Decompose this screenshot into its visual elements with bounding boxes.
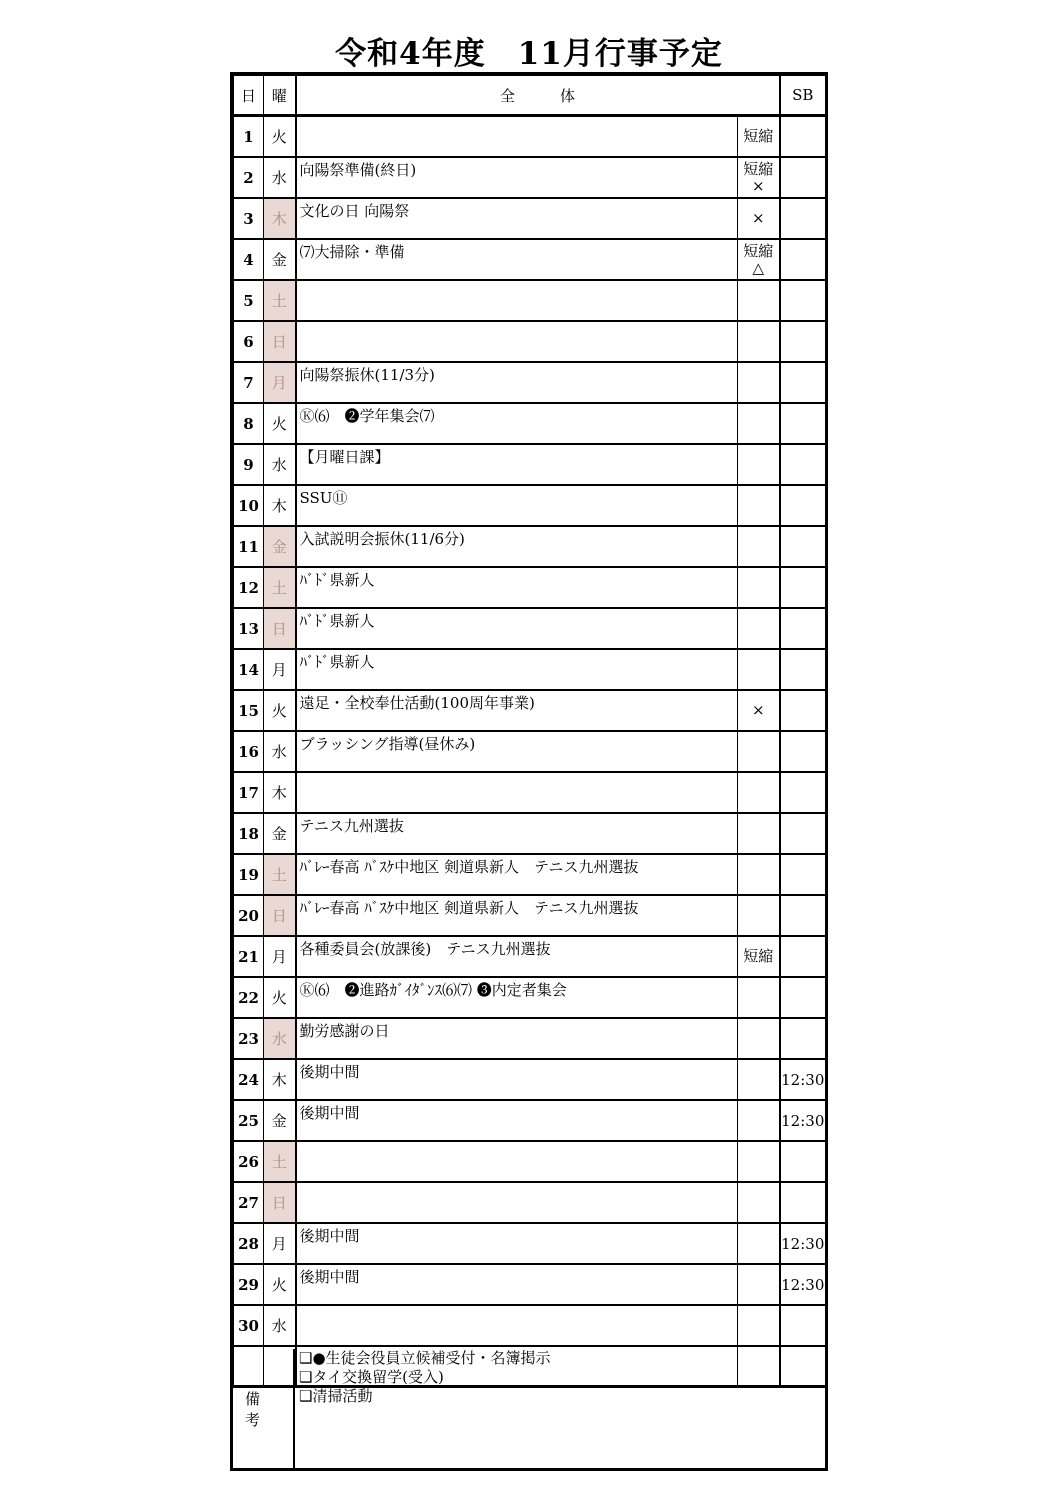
event-cell bbox=[296, 1182, 738, 1223]
weekday-cell: 月 bbox=[264, 649, 296, 690]
day-cell: 21 bbox=[234, 936, 264, 977]
weekday-cell: 月 bbox=[264, 362, 296, 403]
weekday-cell: 金 bbox=[264, 239, 296, 280]
shortened-cell bbox=[738, 649, 780, 690]
day-cell: 5 bbox=[234, 280, 264, 321]
day-cell: 27 bbox=[234, 1182, 264, 1223]
shortened-cell bbox=[738, 280, 780, 321]
weekday-cell: 火 bbox=[264, 690, 296, 731]
weekday-cell: 土 bbox=[264, 1141, 296, 1182]
day-cell: 9 bbox=[234, 444, 264, 485]
table-row bbox=[234, 157, 826, 198]
shortened-cell bbox=[738, 813, 780, 854]
event-cell: 後期中間 bbox=[296, 1223, 738, 1264]
event-cell: 遠足・全校奉仕活動(100周年事業) bbox=[296, 690, 738, 731]
table-row bbox=[234, 895, 826, 936]
schedule-table bbox=[233, 75, 826, 1388]
day-cell: 17 bbox=[234, 772, 264, 813]
weekday-cell: 土 bbox=[264, 280, 296, 321]
note-item: ❑●生徒会役員立候補受付・名簿掲示 bbox=[299, 1349, 551, 1367]
notes-list bbox=[299, 1349, 551, 1406]
weekday-cell: 金 bbox=[264, 813, 296, 854]
page-title: 令和4年度 11月行事予定 bbox=[335, 36, 723, 72]
table-row bbox=[234, 198, 826, 239]
weekday-cell: 金 bbox=[264, 1100, 296, 1141]
table-row bbox=[234, 1100, 826, 1141]
sb-cell bbox=[780, 526, 826, 567]
event-cell: Ⓚ⑹ ❷進路ｶﾞｲﾀﾞﾝｽ⑹⑺ ❸内定者集会 bbox=[296, 977, 738, 1018]
sb-cell: 12:30 bbox=[780, 1264, 826, 1305]
weekday-cell: 日 bbox=[264, 321, 296, 362]
event-cell: 後期中間 bbox=[296, 1100, 738, 1141]
sb-cell bbox=[780, 1182, 826, 1223]
sb-cell bbox=[780, 485, 826, 526]
shortened-cell bbox=[738, 567, 780, 608]
table-row bbox=[234, 1141, 826, 1182]
weekday-cell: 火 bbox=[264, 403, 296, 444]
sb-cell bbox=[780, 731, 826, 772]
header-all: 全 体 bbox=[296, 76, 780, 116]
day-cell: 13 bbox=[234, 608, 264, 649]
event-cell: 向陽祭準備(終日) bbox=[296, 157, 738, 198]
event-cell: 向陽祭振休(11/3分) bbox=[296, 362, 738, 403]
table-row bbox=[234, 1305, 826, 1346]
weekday-cell: 水 bbox=[264, 1018, 296, 1059]
weekday-cell: 日 bbox=[264, 1182, 296, 1223]
sb-cell bbox=[780, 280, 826, 321]
weekday-cell: 日 bbox=[264, 895, 296, 936]
schedule-sheet bbox=[230, 72, 828, 1471]
event-cell: ⑺大掃除・準備 bbox=[296, 239, 738, 280]
day-cell: 30 bbox=[234, 1305, 264, 1346]
event-cell: 各種委員会(放課後) テニス九州選抜 bbox=[296, 936, 738, 977]
weekday-cell: 火 bbox=[264, 977, 296, 1018]
header-weekday: 曜 bbox=[264, 76, 296, 116]
sb-cell: 12:30 bbox=[780, 1223, 826, 1264]
shortened-cell bbox=[738, 403, 780, 444]
weekday-cell: 水 bbox=[264, 1305, 296, 1346]
sb-cell bbox=[780, 813, 826, 854]
note-item: ❑清掃活動 bbox=[299, 1387, 373, 1405]
sb-cell bbox=[780, 403, 826, 444]
day-cell: 26 bbox=[234, 1141, 264, 1182]
table-row bbox=[234, 813, 826, 854]
day-cell: 3 bbox=[234, 198, 264, 239]
table-row bbox=[234, 116, 826, 158]
table-row bbox=[234, 1018, 826, 1059]
sb-cell bbox=[780, 1305, 826, 1346]
shortened-cell bbox=[738, 772, 780, 813]
day-cell: 10 bbox=[234, 485, 264, 526]
day-cell: 16 bbox=[234, 731, 264, 772]
shortened-cell: 短縮 bbox=[738, 936, 780, 977]
event-cell: 入試説明会振休(11/6分) bbox=[296, 526, 738, 567]
shortened-cell: 短縮 △ bbox=[738, 239, 780, 280]
event-cell bbox=[296, 1305, 738, 1346]
day-cell: 12 bbox=[234, 567, 264, 608]
event-cell: ﾊﾞﾄﾞ県新人 bbox=[296, 608, 738, 649]
sb-cell bbox=[780, 321, 826, 362]
table-row bbox=[234, 485, 826, 526]
table-header bbox=[234, 76, 826, 116]
shortened-cell bbox=[738, 608, 780, 649]
sb-cell bbox=[780, 1018, 826, 1059]
event-cell bbox=[296, 772, 738, 813]
table-row bbox=[234, 239, 826, 280]
table-row bbox=[234, 1059, 826, 1100]
event-cell bbox=[296, 116, 738, 158]
weekday-cell: 金 bbox=[264, 526, 296, 567]
header-day: 日 bbox=[234, 76, 264, 116]
event-cell: ブラッシング指導(昼休み) bbox=[296, 731, 738, 772]
sb-cell bbox=[780, 157, 826, 198]
shortened-cell bbox=[738, 977, 780, 1018]
table-row bbox=[234, 936, 826, 977]
table-row bbox=[234, 444, 826, 485]
shortened-cell: 短縮 × bbox=[738, 157, 780, 198]
sb-cell bbox=[780, 936, 826, 977]
shortened-cell: × bbox=[738, 690, 780, 731]
event-cell: ﾊﾞﾄﾞ県新人 bbox=[296, 649, 738, 690]
day-cell: 22 bbox=[234, 977, 264, 1018]
shortened-cell bbox=[738, 362, 780, 403]
event-cell: ﾊﾞﾚｰ春高 ﾊﾞｽｹ中地区 剣道県新人 テニス九州選抜 bbox=[296, 854, 738, 895]
shortened-cell bbox=[738, 485, 780, 526]
shortened-cell bbox=[738, 854, 780, 895]
day-cell: 25 bbox=[234, 1100, 264, 1141]
shortened-cell bbox=[738, 444, 780, 485]
weekday-cell: 土 bbox=[264, 854, 296, 895]
sb-cell bbox=[780, 649, 826, 690]
header-sb: SB bbox=[780, 76, 826, 116]
sb-cell bbox=[780, 895, 826, 936]
table-row bbox=[234, 362, 826, 403]
event-cell bbox=[296, 321, 738, 362]
shortened-cell bbox=[738, 321, 780, 362]
shortened-cell bbox=[738, 1059, 780, 1100]
event-cell bbox=[296, 280, 738, 321]
note-item: ❑タイ交換留学(受入) bbox=[299, 1368, 444, 1386]
day-cell: 20 bbox=[234, 895, 264, 936]
shortened-cell: 短縮 bbox=[738, 116, 780, 158]
notes-section bbox=[233, 1349, 825, 1468]
day-cell: 15 bbox=[234, 690, 264, 731]
day-cell: 8 bbox=[234, 403, 264, 444]
notes-label: 備考 bbox=[233, 1349, 295, 1468]
weekday-cell: 月 bbox=[264, 936, 296, 977]
sb-cell bbox=[780, 198, 826, 239]
weekday-cell: 水 bbox=[264, 157, 296, 198]
day-cell: 29 bbox=[234, 1264, 264, 1305]
day-cell: 23 bbox=[234, 1018, 264, 1059]
table-row bbox=[234, 1182, 826, 1223]
weekday-cell: 土 bbox=[264, 567, 296, 608]
shortened-cell bbox=[738, 1264, 780, 1305]
table-row bbox=[234, 526, 826, 567]
event-cell: 【月曜日課】 bbox=[296, 444, 738, 485]
event-cell: テニス九州選抜 bbox=[296, 813, 738, 854]
shortened-cell bbox=[738, 526, 780, 567]
shortened-cell bbox=[738, 1223, 780, 1264]
table-row bbox=[234, 280, 826, 321]
weekday-cell: 日 bbox=[264, 608, 296, 649]
table-row bbox=[234, 403, 826, 444]
table-row bbox=[234, 977, 826, 1018]
table-row bbox=[234, 321, 826, 362]
day-cell: 1 bbox=[234, 116, 264, 158]
weekday-cell: 火 bbox=[264, 1264, 296, 1305]
shortened-cell bbox=[738, 895, 780, 936]
event-cell: 後期中間 bbox=[296, 1264, 738, 1305]
sb-cell bbox=[780, 608, 826, 649]
sb-cell bbox=[780, 239, 826, 280]
event-cell: ﾊﾞﾄﾞ県新人 bbox=[296, 567, 738, 608]
sb-cell bbox=[780, 444, 826, 485]
shortened-cell bbox=[738, 1018, 780, 1059]
sb-cell bbox=[780, 690, 826, 731]
weekday-cell: 木 bbox=[264, 772, 296, 813]
sb-cell: 12:30 bbox=[780, 1100, 826, 1141]
day-cell: 2 bbox=[234, 157, 264, 198]
table-row bbox=[234, 772, 826, 813]
sb-cell: 12:30 bbox=[780, 1059, 826, 1100]
event-cell: ﾊﾞﾚｰ春高 ﾊﾞｽｹ中地区 剣道県新人 テニス九州選抜 bbox=[296, 895, 738, 936]
table-row bbox=[234, 1223, 826, 1264]
table-row bbox=[234, 1264, 826, 1305]
table-row bbox=[234, 854, 826, 895]
weekday-cell: 月 bbox=[264, 1223, 296, 1264]
table-row bbox=[234, 690, 826, 731]
table-row bbox=[234, 608, 826, 649]
event-cell: Ⓚ⑹ ❷学年集会⑺ bbox=[296, 403, 738, 444]
sb-cell bbox=[780, 116, 826, 158]
weekday-cell: 木 bbox=[264, 1059, 296, 1100]
sb-cell bbox=[780, 362, 826, 403]
event-cell: SSU⑪ bbox=[296, 485, 738, 526]
table-row bbox=[234, 567, 826, 608]
event-cell: 後期中間 bbox=[296, 1059, 738, 1100]
table-row bbox=[234, 731, 826, 772]
day-cell: 18 bbox=[234, 813, 264, 854]
shortened-cell: × bbox=[738, 198, 780, 239]
table-row bbox=[234, 649, 826, 690]
sb-cell bbox=[780, 854, 826, 895]
shortened-cell bbox=[738, 1305, 780, 1346]
day-cell: 7 bbox=[234, 362, 264, 403]
shortened-cell bbox=[738, 1141, 780, 1182]
event-cell: 勤労感謝の日 bbox=[296, 1018, 738, 1059]
event-cell bbox=[296, 1141, 738, 1182]
day-cell: 4 bbox=[234, 239, 264, 280]
day-cell: 19 bbox=[234, 854, 264, 895]
day-cell: 6 bbox=[234, 321, 264, 362]
weekday-cell: 火 bbox=[264, 116, 296, 158]
day-cell: 28 bbox=[234, 1223, 264, 1264]
weekday-cell: 水 bbox=[264, 444, 296, 485]
weekday-cell: 木 bbox=[264, 485, 296, 526]
sb-cell bbox=[780, 772, 826, 813]
day-cell: 11 bbox=[234, 526, 264, 567]
shortened-cell bbox=[738, 1100, 780, 1141]
sb-cell bbox=[780, 977, 826, 1018]
day-cell: 14 bbox=[234, 649, 264, 690]
event-cell: 文化の日 向陽祭 bbox=[296, 198, 738, 239]
sb-cell bbox=[780, 1141, 826, 1182]
shortened-cell bbox=[738, 731, 780, 772]
sb-cell bbox=[780, 567, 826, 608]
day-cell: 24 bbox=[234, 1059, 264, 1100]
shortened-cell bbox=[738, 1182, 780, 1223]
weekday-cell: 木 bbox=[264, 198, 296, 239]
weekday-cell: 水 bbox=[264, 731, 296, 772]
